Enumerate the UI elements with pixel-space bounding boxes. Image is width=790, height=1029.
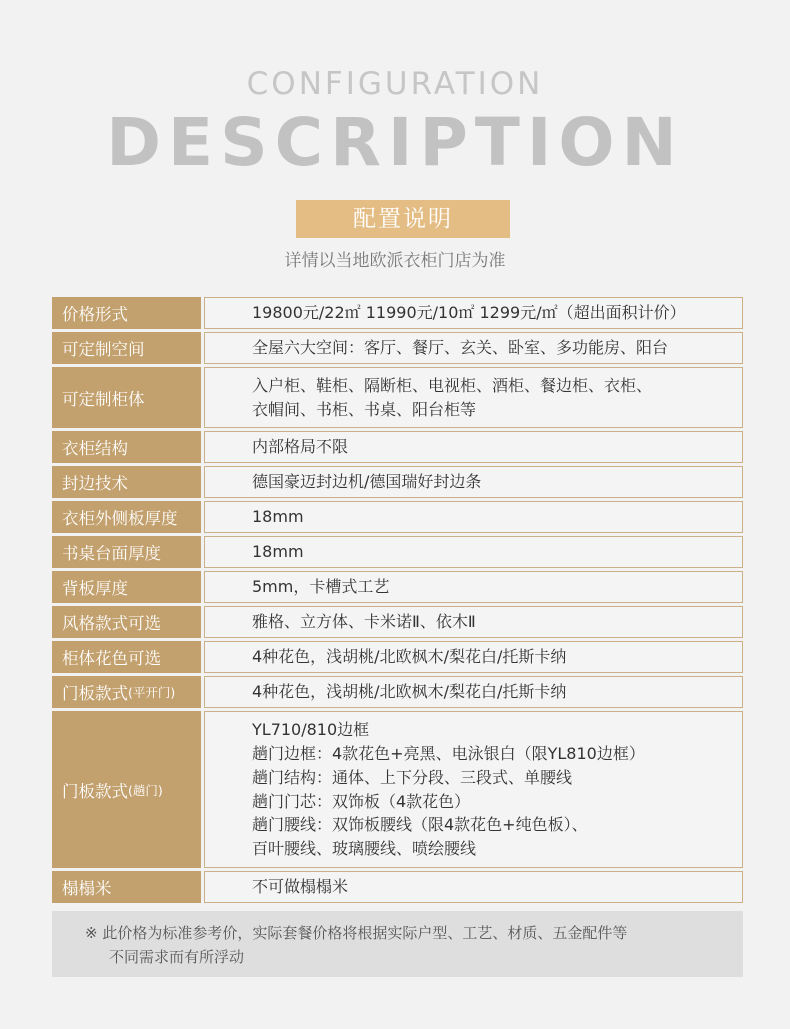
- row-label-text: 门板款式: [62, 781, 128, 801]
- section-subtitle: 详情以当地欧派衣柜门店为准: [284, 251, 506, 271]
- table-row: [52, 297, 743, 329]
- row-label-text: 门板款式: [62, 684, 128, 703]
- row-label: 封边技术: [52, 466, 201, 498]
- row-value: [204, 501, 743, 533]
- row-label-suffix: (平开门): [128, 685, 176, 700]
- price-disclaimer: [52, 911, 743, 977]
- hero-subheading: CONFIGURATION: [246, 66, 544, 102]
- row-value: [204, 871, 743, 903]
- row-value-line: 全屋六大空间：客厅、餐厅、玄关、卧室、多功能房、阳台: [252, 338, 669, 357]
- row-value-line: 趟门边框：4款花色+亮黑、电泳银白（限YL810边框）: [252, 743, 645, 763]
- row-value: [204, 332, 743, 364]
- row-value-line: 19800元/22㎡ 11990元/10㎡ 1299元/㎡（超出面积计价）: [252, 303, 686, 322]
- row-value: [204, 431, 743, 463]
- row-value: [204, 297, 743, 329]
- row-label-suffix: (趟门): [128, 782, 163, 798]
- row-value-line: 18mm: [252, 507, 304, 526]
- row-label: [52, 711, 201, 868]
- row-label: 书桌台面厚度: [52, 536, 201, 568]
- row-value-line: 18mm: [252, 542, 304, 561]
- table-row: [52, 641, 743, 673]
- row-label: 风格款式可选: [52, 606, 201, 638]
- row-label: 可定制柜体: [52, 367, 201, 428]
- table-row: [52, 606, 743, 638]
- row-value-line: 衣帽间、书柜、书桌、阳台柜等: [252, 399, 477, 419]
- row-value: [204, 641, 743, 673]
- row-value: [204, 606, 743, 638]
- row-label: 榻榻米: [52, 871, 201, 903]
- row-value: [204, 676, 743, 708]
- row-value-line: 德国豪迈封边机/德国瑞好封边条: [252, 472, 482, 491]
- row-value-line: 趟门门芯：双饰板（4款花色）: [252, 791, 471, 811]
- row-value-line: 趟门结构：通体、上下分段、三段式、单腰线: [252, 767, 573, 787]
- table-row: [52, 571, 743, 603]
- row-value-line: 4种花色，浅胡桃/北欧枫木/梨花白/托斯卡纳: [252, 682, 567, 701]
- disclaimer-line: 不同需求而有所浮动: [109, 948, 245, 966]
- row-value-line: YL710/810边框: [252, 720, 370, 740]
- table-row: [52, 711, 743, 868]
- table-row: [52, 431, 743, 463]
- section-title-badge: 配置说明: [296, 200, 510, 238]
- row-value-line: 内部格局不限: [252, 437, 349, 456]
- table-row: [52, 676, 743, 708]
- row-value-line: 雅格、立方体、卡米诺Ⅱ、依木Ⅱ: [252, 612, 476, 631]
- row-label: 衣柜外侧板厚度: [52, 501, 201, 533]
- table-row: [52, 501, 743, 533]
- table-row: [52, 536, 743, 568]
- row-label: 价格形式: [52, 297, 201, 329]
- table-row: [52, 871, 743, 903]
- row-label: 背板厚度: [52, 571, 201, 603]
- disclaimer-line: ※ 此价格为标准参考价，实际套餐价格将根据实际户型、工艺、材质、五金配件等: [85, 924, 628, 942]
- hero-heading: DESCRIPTION: [106, 104, 684, 181]
- row-value-line: 5mm，卡槽式工艺: [252, 577, 390, 596]
- table-row: [52, 332, 743, 364]
- table-row: [52, 367, 743, 428]
- row-value-line: 入户柜、鞋柜、隔断柜、电视柜、酒柜、餐边柜、衣柜、: [252, 375, 653, 395]
- row-label: [52, 676, 201, 708]
- row-value-line: 4种花色，浅胡桃/北欧枫木/梨花白/托斯卡纳: [252, 647, 567, 666]
- row-value: [204, 571, 743, 603]
- row-value-line: 百叶腰线、玻璃腰线、喷绘腰线: [252, 839, 477, 859]
- row-label: 衣柜结构: [52, 431, 201, 463]
- row-value: [204, 466, 743, 498]
- row-label: 柜体花色可选: [52, 641, 201, 673]
- row-value-line: 趟门腰线：双饰板腰线（限4款花色+纯色板）、: [252, 815, 588, 835]
- row-value: [204, 711, 743, 868]
- row-value: [204, 367, 743, 428]
- row-value: [204, 536, 743, 568]
- row-label: 可定制空间: [52, 332, 201, 364]
- table-row: [52, 466, 743, 498]
- row-value-line: 不可做榻榻米: [252, 877, 349, 896]
